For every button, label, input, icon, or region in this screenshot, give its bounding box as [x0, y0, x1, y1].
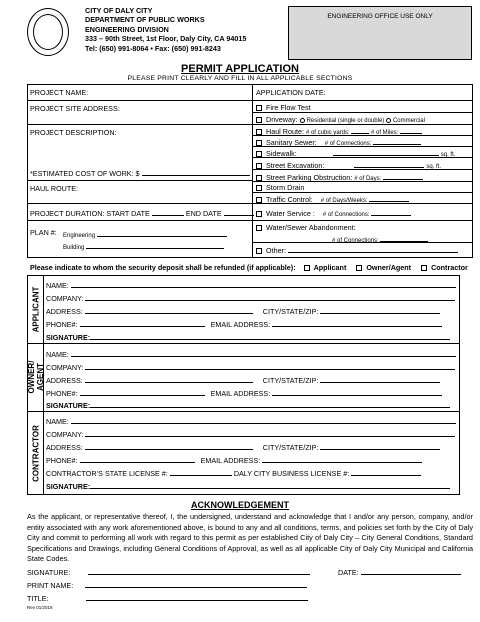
water-service-option[interactable]: Water Service : # of Connections:: [256, 208, 411, 218]
other-checkbox[interactable]: [256, 248, 262, 254]
contractor-company: COMPANY:: [46, 429, 455, 439]
end-date-field[interactable]: [224, 208, 254, 216]
parking-obstruction-checkbox[interactable]: [256, 175, 262, 181]
project-name-label: PROJECT NAME:: [30, 88, 89, 97]
estimated-cost-label: *ESTIMATED COST OF WORK: $: [30, 168, 250, 178]
parking-obstruction-option[interactable]: Street Parking Obstruction: # of Days:: [256, 172, 423, 182]
deposit-owner-checkbox[interactable]: [356, 265, 362, 271]
ack-date: DATE:: [338, 567, 461, 577]
fire-flow-option[interactable]: Fire Flow Test: [256, 103, 311, 112]
contractor-section-label: CONTRACTOR: [31, 425, 41, 482]
residential-radio[interactable]: [300, 118, 305, 123]
site-address-label: PROJECT SITE ADDRESS:: [30, 104, 120, 113]
abandonment-connections: # of Connections:: [332, 234, 428, 244]
sanitary-sewer-option[interactable]: Sanitary Sewer: # of Connections:: [256, 137, 421, 147]
water-abandonment-option[interactable]: Water/Sewer Abandonment:: [256, 223, 356, 232]
estimated-cost-field[interactable]: [142, 168, 250, 176]
department-header: [85, 6, 246, 53]
owner-address: ADDRESS: CITY/STATE/ZIP:: [46, 375, 440, 385]
plan-engineering: Engineering: [63, 229, 227, 239]
commercial-radio[interactable]: [386, 118, 391, 123]
header-line-1: CITY OF DALY CITY: [85, 6, 153, 15]
contractor-phone: PHONE#: EMAIL ADDRESS:: [46, 455, 422, 465]
owner-name: NAME:: [46, 349, 456, 359]
deposit-contractor-checkbox[interactable]: [421, 265, 427, 271]
page-title: PERMIT APPLICATION: [181, 63, 299, 75]
contractor-license: CONTRACTOR’S STATE LICENSE #: DALY CITY BUSINESS LICENSE #:: [46, 468, 421, 478]
start-date-field[interactable]: [152, 208, 184, 216]
city-seal-icon: [27, 8, 69, 56]
ack-signature: SIGNATURE:: [27, 567, 310, 577]
owner-company: COMPANY:: [46, 362, 455, 372]
applicant-address: ADDRESS: CITY/STATE/ZIP:: [46, 306, 440, 316]
traffic-control-checkbox[interactable]: [256, 197, 262, 203]
duration-label: PROJECT DURATION: START DATE END DATE: [30, 208, 254, 218]
applicant-company: COMPANY:: [46, 293, 455, 303]
contractor-address: ADDRESS: CITY/STATE/ZIP:: [46, 442, 440, 452]
acknowledgement-title: ACKNOWLEDGEMENT: [191, 500, 289, 510]
other-option[interactable]: Other:: [256, 245, 458, 255]
street-excavation-option[interactable]: Street Excavation: sq. ft.: [256, 160, 441, 170]
owner-signature: SIGNATURE:: [46, 400, 450, 410]
other-field[interactable]: [288, 245, 458, 253]
engineering-plan-field[interactable]: [97, 229, 227, 237]
owner-agent-section-label: OWNER/ AGENT: [27, 360, 45, 394]
plan-building: Building: [63, 241, 224, 251]
revision-label: Rev 01/2018: [27, 605, 53, 610]
header-line-4: 333 – 90th Street, 1st Floor, Daly City, CA 94015: [85, 34, 247, 44]
traffic-control-option[interactable]: Traffic Control: # of Days/Weeks:: [256, 194, 409, 204]
fire-flow-checkbox[interactable]: [256, 105, 262, 111]
ack-print-name: PRINT NAME:: [27, 580, 307, 590]
deposit-question: Please indicate to whom the security deposit shall be refunded (if applicable): Applicant Owner/Agent Contractor: [30, 263, 468, 272]
contractor-name: NAME:: [46, 416, 456, 426]
applicant-phone: PHONE#: EMAIL ADDRESS:: [46, 319, 442, 329]
haul-route-checkbox[interactable]: [256, 129, 262, 135]
water-abandonment-checkbox[interactable]: [256, 225, 262, 231]
page-subtitle: PLEASE PRINT CLEARLY AND FILL IN ALL APPLICABLE SECTIONS: [127, 75, 353, 82]
storm-drain-option[interactable]: Storm Drain: [256, 183, 304, 192]
driveway-checkbox[interactable]: [256, 117, 262, 123]
ack-title-field: TITLE:: [27, 593, 308, 603]
contractor-signature: SIGNATURE:: [46, 481, 450, 491]
application-date-label: APPLICATION DATE:: [256, 88, 326, 97]
acknowledgement-text: As the applicant, or representative thereof, I, the undersigned, understand and acknowledge that I and/or any person, company, and/or entity associated with any work aforementioned above, is bound to any and all conditions, terms, and policies set forth by the City of Daly City and commit to performing all work with regard to this permit as per established City of Daly City – City General Conditions, Standard Specifications and Drawings, including General Conditions of Approval, as well as all applicable City of Daly City Municipal and California State Codes.: [27, 512, 473, 564]
sidewalk-checkbox[interactable]: [256, 151, 262, 157]
applicant-section-label: APPLICANT: [31, 286, 41, 333]
haul-route-label: HAUL ROUTE:: [30, 184, 79, 193]
water-service-checkbox[interactable]: [256, 211, 262, 217]
storm-drain-checkbox[interactable]: [256, 185, 262, 191]
sidewalk-option[interactable]: Sidewalk: sq. ft.: [256, 148, 455, 158]
description-label: PROJECT DESCRIPTION:: [30, 128, 117, 137]
street-excavation-checkbox[interactable]: [256, 163, 262, 169]
header-line-3: ENGINEERING DIVISION: [85, 24, 169, 34]
office-use-box[interactable]: [288, 6, 472, 60]
haul-route-option[interactable]: Haul Route: # of cubic yards: # of Miles:: [256, 126, 422, 136]
sanitary-sewer-checkbox[interactable]: [256, 140, 262, 146]
office-use-label: ENGINEERING OFFICE USE ONLY: [327, 13, 433, 20]
applicant-signature: SIGNATURE:: [46, 332, 450, 342]
header-line-5: Tel: (650) 991-8064 • Fax: (650) 991-8243: [85, 43, 221, 53]
applicant-name: NAME:: [46, 280, 456, 290]
building-plan-field[interactable]: [86, 241, 224, 249]
plan-label: PLAN #:: [30, 228, 57, 237]
driveway-option[interactable]: Driveway: Residential (single or double) Commercial: [256, 115, 425, 124]
owner-phone: PHONE#: EMAIL ADDRESS:: [46, 388, 442, 398]
header-line-2: DEPARTMENT OF PUBLIC WORKS: [85, 15, 205, 25]
deposit-applicant-checkbox[interactable]: [304, 265, 310, 271]
